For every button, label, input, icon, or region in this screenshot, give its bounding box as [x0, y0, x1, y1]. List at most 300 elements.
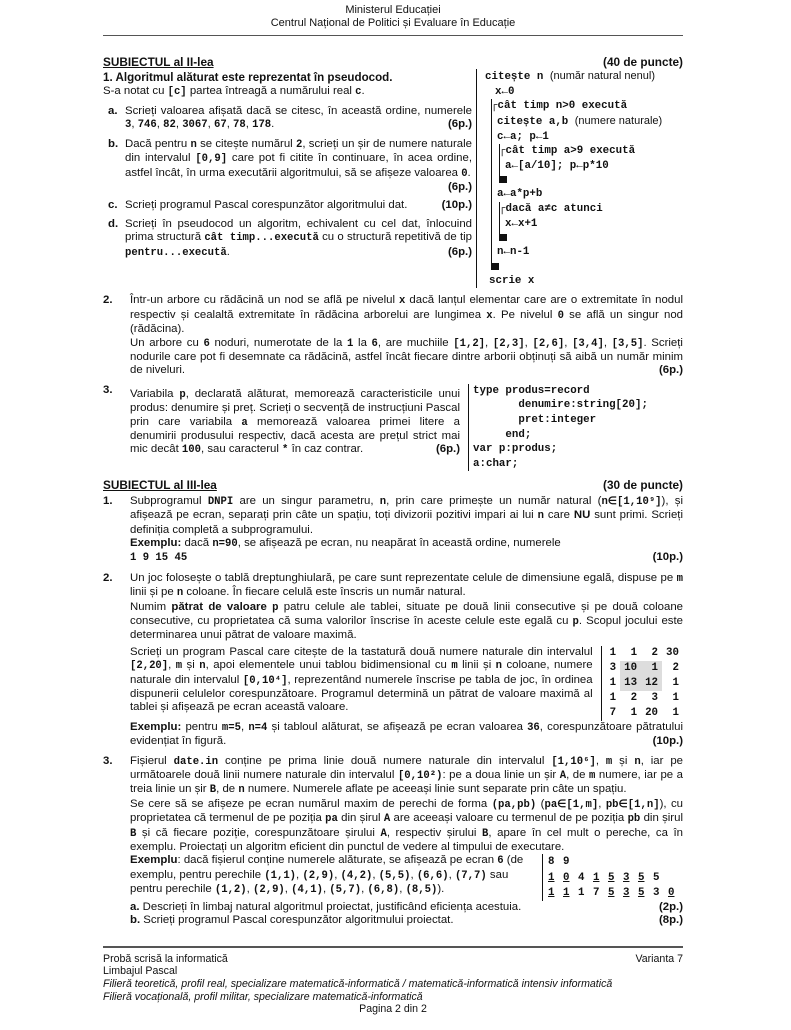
grid-cell: 1: [609, 646, 617, 659]
text-run: DNPI: [207, 495, 234, 508]
text-run: 6: [371, 337, 378, 350]
grid-cell: 1: [672, 691, 679, 704]
footer-subject: Probă scrisă la informatică: [103, 952, 228, 965]
text-run: are aceeași valoare cu termenul de pe poziția: [390, 812, 628, 825]
text-run: 82: [163, 119, 176, 132]
text-run: Scrieți în pseudocod un algoritm, echivalent cu cel dat, înlocuind prima structură: [125, 217, 472, 244]
question-text: [130, 337, 683, 377]
text-run: Dacă pentru: [125, 137, 191, 150]
question-2-1: [103, 69, 472, 288]
file-value: 0: [668, 887, 675, 900]
text-run: numere. Numerele aflate pe aceeași linie sunt separate prin câte un spațiu.: [244, 783, 627, 796]
grid-row: [606, 646, 683, 661]
text-run: . Pe nivelul: [492, 308, 558, 321]
text-run: ,: [245, 118, 253, 131]
question-subitem: [103, 218, 472, 260]
text-run: ,: [175, 118, 183, 131]
text-run: , iar pe următoarele două linii numere naturale din intervalul: [130, 754, 684, 782]
grid-cell: 1: [609, 691, 617, 704]
text-run: Exemplu:: [130, 720, 182, 733]
file-value: 3: [623, 871, 630, 884]
pc-line: scrie x: [489, 274, 535, 287]
text-run: [2,20]: [130, 660, 169, 673]
text-run: pa∈[1,m]: [544, 798, 599, 811]
question-text: [130, 601, 683, 643]
text-run: [2,6]: [532, 337, 565, 350]
text-run: se află un singur nod (rădăcina).: [130, 308, 683, 336]
text-run: (6,8): [367, 884, 400, 897]
footer: [103, 928, 683, 1016]
text-run: p: [179, 388, 186, 401]
footer-variant: Varianta 7: [635, 952, 683, 965]
grid-cell: 30: [666, 646, 679, 659]
text-run: (4,2): [340, 869, 373, 882]
text-run: , apoi elementele unui tablou bidimensional cu: [205, 659, 452, 672]
pc-line: citește n: [485, 71, 544, 84]
subitem-text: [125, 105, 472, 133]
text-run: ,: [485, 336, 493, 349]
file-value: 9: [563, 856, 570, 869]
question-subitem: [103, 138, 472, 195]
text-run: ,: [361, 883, 368, 896]
grid-cell: 1: [630, 706, 638, 719]
text-run: (1,1): [264, 869, 297, 882]
pc-line: x←x+1: [505, 217, 538, 230]
text-run: [1,2]: [453, 337, 486, 350]
text-run: , de: [216, 783, 239, 796]
text-run: ,: [284, 883, 292, 896]
file-value: 1: [563, 887, 570, 900]
question-points: (10p.): [441, 199, 472, 212]
question-points: (8p.): [658, 914, 683, 927]
text-run: ,: [399, 883, 406, 896]
question-text: [130, 495, 683, 537]
section-heading-2: [103, 56, 683, 69]
text-run: ,: [296, 868, 303, 881]
text-run: A: [383, 813, 391, 826]
text-run: n: [537, 510, 544, 523]
text-run: , se afișează pe ecran, nu neapărat în această ordine, numerele: [237, 536, 561, 549]
text-run: n: [190, 138, 197, 151]
text-run: [0,10²): [397, 770, 443, 783]
text-run: .: [361, 84, 365, 97]
block-end-marker: [500, 176, 507, 183]
footer-profile: Filieră teoretică, profil real, specializare matematică-informatică / matematică-informatică intensiv informatică: [103, 977, 613, 990]
text-run: cu o structură repetitivă de tip: [318, 231, 472, 244]
pc-while: ┌ cât timp n>0 execută: [491, 99, 683, 114]
question-text: [130, 798, 683, 855]
text-run: 746: [137, 119, 157, 132]
text-run: . Scopul jocului este determinarea unui pătrat de valoare maximă.: [130, 615, 683, 642]
grid-cell: 2: [651, 646, 659, 659]
pc-line: a←[a/10]; p←p*10: [505, 159, 609, 172]
text-run: Numim: [130, 600, 172, 613]
text-run: ,: [168, 659, 176, 672]
text-run: ,: [240, 720, 249, 733]
text-run: (8,5): [405, 884, 438, 897]
text-run: m: [451, 660, 458, 673]
file-value: 3: [653, 887, 660, 900]
question-3-1: [103, 495, 683, 566]
pc-comment: (numere naturale): [574, 115, 663, 127]
block-end-marker: [500, 234, 507, 241]
text-run: și: [612, 754, 635, 767]
grid-cell: 1: [672, 676, 679, 689]
text-run: , scrieți un șir de numere naturale din intervalul: [125, 137, 473, 165]
text-run: (5,5): [378, 869, 411, 882]
pc-line: n←n-1: [497, 246, 530, 259]
text-run: 1: [347, 337, 354, 350]
text-run: *: [282, 444, 289, 457]
question-2-1-row: [103, 69, 683, 288]
text-run: ), cu proprietatea că termenul de pe poziția: [130, 797, 683, 825]
text-run: c: [355, 85, 362, 98]
pseudocode-box: [476, 69, 683, 288]
file-line: [548, 885, 683, 901]
pc-while: ┌ cât timp a>9 execută: [499, 144, 683, 159]
question-points: (6p.): [447, 118, 472, 131]
text-run: , are muchiile: [377, 336, 454, 349]
text-run: se citește numărul: [196, 137, 296, 150]
text-run: .: [467, 166, 471, 179]
code-line: var p:produs;: [473, 443, 558, 456]
text-run: (7,7): [454, 869, 487, 882]
code-line: type produs=record: [473, 384, 590, 397]
text-run: ,: [598, 797, 606, 810]
grid-cell: 3: [651, 691, 659, 704]
text-run: , prin care primește un număr natural (: [386, 494, 602, 507]
text-run: p: [572, 616, 579, 628]
text-run: ,: [410, 868, 417, 881]
page-number: Pagina 2 din 2: [359, 1003, 427, 1016]
grid-cell: 7: [609, 706, 617, 719]
file-value: 5: [638, 887, 645, 900]
pascal-declaration: [468, 384, 683, 472]
grid-cell: 13: [620, 676, 641, 691]
pc-comment: (număr natural nenul): [549, 70, 655, 83]
text-run: n: [495, 660, 503, 673]
text-run: Variabila: [130, 387, 180, 400]
code-line: denumire:string[20];: [473, 399, 648, 412]
text-run: Scrieți programul Pascal corespunzător algoritmului dat.: [125, 199, 408, 212]
text-run: și: [182, 659, 200, 672]
text-run: cât timp...execută: [204, 232, 319, 245]
file-value: 3: [623, 887, 630, 900]
text-run: a: [241, 416, 248, 429]
example-text: [130, 537, 683, 551]
subitem-body: [125, 218, 472, 258]
section-points: (40 de puncte): [603, 54, 683, 69]
file-value: 5: [608, 887, 615, 900]
question-subitem: [103, 199, 472, 212]
text-run: Exemplu: [130, 854, 178, 867]
example-output: 1 9 15 45: [130, 552, 188, 565]
subitem-label: a.: [108, 105, 118, 118]
question-note: [103, 85, 472, 99]
text-run: 78: [233, 119, 246, 132]
text-run: , respectiv șirului: [386, 826, 483, 839]
text-run: ,: [603, 336, 612, 349]
text-run: , declarată alăturat, memorează caracteristicile unui produs: denumire și preț. Scrieți o secvență de instrucțiuni Pascal prin care variabila: [130, 387, 460, 428]
text-run: A: [380, 827, 387, 840]
grid-cell: 3: [609, 661, 617, 674]
subitem-text: Descrieți în limbaj natural algoritmul proiectat, justificând eficiența acestuia.: [142, 900, 522, 913]
text-run: (1,2): [214, 884, 247, 897]
grid-row: [606, 661, 683, 676]
text-run: 0: [557, 309, 564, 322]
text-run: (2,9): [253, 884, 285, 897]
text-run: partea întreagă a numărului real: [186, 84, 356, 97]
text-run: ,: [207, 118, 214, 131]
text-run: (6,6): [416, 869, 449, 882]
text-run: Subprogramul: [130, 494, 208, 507]
text-run: pa: [325, 813, 338, 826]
example-text: [130, 721, 683, 747]
text-run: , de: [566, 769, 590, 782]
text-run: S-a notat cu: [103, 84, 168, 97]
grid-cell: 12: [641, 676, 662, 691]
text-run: m=5: [221, 721, 241, 734]
question-2-2: [103, 294, 683, 377]
subitem-label: b.: [108, 137, 119, 150]
section-heading-3: [103, 479, 683, 492]
grid-cell: 1: [641, 661, 662, 676]
text-run: 3067: [182, 119, 208, 132]
text-run: ,: [322, 883, 330, 896]
subitem-label: b.: [130, 914, 141, 927]
text-run: din șirul: [337, 812, 384, 825]
text-run: care: [543, 509, 574, 522]
text-run: .: [271, 118, 275, 131]
text-run: 2: [295, 138, 303, 151]
subitem-body: [125, 199, 407, 211]
subitem-text: [125, 199, 472, 212]
text-run: are un singur parametru,: [233, 494, 380, 507]
text-run: date.in: [173, 755, 219, 768]
footer-language: Limbajul Pascal: [103, 965, 178, 978]
text-run: (5,7): [329, 884, 362, 897]
subitem-body: [125, 138, 472, 179]
text-run: , reprezentând numerele înscrise pe tabla de joc, în ordinea dispunerii celulelor corespunzătoare. Programul determină un pătrat de valoare maximă al tablei și afișează pe ecran această valoare.: [130, 673, 593, 714]
text-run: pentru...execută: [125, 246, 227, 259]
text-run: din șirul: [640, 812, 683, 825]
file-value: 5: [638, 871, 645, 884]
text-run: n: [634, 755, 641, 768]
question-points: (10p.): [652, 551, 683, 564]
text-run: . Scrieți nodurile care pot fi desemnate ca rădăcină, astfel încât fiecare dintre arborii obținuți să aibă un număr minim de niveluri.: [130, 336, 683, 377]
question-points: (6p.): [447, 245, 472, 258]
question-text: [130, 294, 683, 336]
example-grid: [606, 646, 683, 721]
question-number: 1.: [103, 494, 113, 507]
text-run: x: [486, 309, 493, 322]
text-run: ,: [372, 868, 379, 881]
text-run: m: [605, 755, 613, 768]
grid-cell: 2: [672, 661, 679, 674]
question-number: 1.: [103, 71, 113, 85]
header-rule: [103, 35, 683, 36]
text-run: (de exemplu, pentru perechile: [130, 854, 524, 881]
text-run: [0,10⁴]: [242, 674, 288, 687]
file-value: 1: [548, 887, 555, 900]
text-run: și tabloul alăturat, se afișează pe ecran valoarea: [267, 720, 528, 733]
question-points: (6p.): [435, 443, 460, 456]
text-run: sunt primi. Scrieți definiția completă a subprogramului.: [130, 509, 683, 536]
question-text: [130, 646, 593, 721]
text-run: [c]: [167, 85, 187, 98]
section-title: SUBIECTUL al II-lea: [103, 54, 214, 69]
text-run: NU: [573, 509, 591, 522]
text-run: ,: [131, 118, 138, 131]
grid-cell: 20: [645, 706, 659, 719]
text-run: pentru: [181, 720, 222, 733]
grid-cell: 1: [609, 676, 617, 689]
code-line: end;: [473, 428, 532, 441]
question-text: [130, 755, 683, 798]
text-run: (2,9): [302, 869, 335, 882]
text-run: numere, iar pe a treia linie un șir: [130, 769, 683, 796]
text-run: , apare în cel mult o pereche, ca în exemplu. Proiectați un algoritm eficient din punctul de vedere al timpului de executare.: [130, 826, 683, 854]
text-run: ,: [595, 754, 606, 767]
text-run: la: [353, 336, 372, 349]
text-run: pb: [627, 813, 641, 826]
subitem-text: [125, 218, 472, 260]
question-title: Algoritmul alăturat este reprezentat în pseudocod.: [115, 71, 393, 85]
text-run: 178: [252, 119, 272, 132]
text-run: care pot fi citite în continuare, în acea ordine, astfel încât, în urma executării algoritmului, să se afișeze valoarea: [125, 152, 472, 179]
text-run: coloane. În fiecare celulă este înscris un număr natural.: [183, 586, 466, 599]
subitem-label: c.: [108, 199, 118, 212]
text-run: 36: [527, 721, 540, 734]
footer-rule: [103, 946, 683, 948]
text-run: Exemplu:: [130, 536, 182, 549]
text-run: 0: [461, 167, 468, 180]
text-run: 3: [125, 119, 132, 132]
question-3-3: [103, 755, 683, 928]
question-text: [130, 388, 460, 456]
pc-line: x←0: [495, 85, 515, 98]
example-text: [130, 854, 530, 901]
text-run: ,: [246, 883, 253, 896]
grid-row: [606, 676, 683, 691]
text-run: [1,10⁶]: [551, 755, 596, 768]
question-points: (10p.): [652, 735, 683, 748]
text-run: n=90: [212, 537, 238, 550]
grid-cell: 10: [620, 661, 641, 676]
file-value: 1: [578, 887, 585, 900]
text-run: : dacă fișierul conține numerele alăturate, se afișează pe ecran: [177, 854, 498, 867]
file-value: 4: [578, 871, 585, 884]
text-run: coloane, numere naturale din intervalul: [130, 659, 593, 686]
question-3-2: [103, 572, 683, 749]
question-number: 2.: [103, 571, 113, 584]
text-run: ,: [564, 336, 573, 349]
pc-line: citește a,b: [497, 116, 569, 128]
text-run: ,: [226, 118, 234, 131]
text-run: ).: [437, 883, 445, 896]
text-run: B: [130, 827, 137, 840]
text-run: Scrieți valoarea afișată dacă se citesc, în această ordine, numerele: [125, 105, 472, 118]
header-center: Centrul Național de Politici și Evaluare în Educație: [270, 17, 516, 30]
file-value: 7: [593, 887, 600, 900]
grid-cell: 1: [672, 706, 679, 719]
subitem-text: [125, 138, 472, 195]
question-points: (6p.): [658, 364, 683, 377]
file-value: 1: [593, 871, 600, 884]
text-run: m: [589, 770, 596, 783]
text-run: dacă: [181, 536, 213, 549]
subitem-text: Scrieți programul Pascal corespunzător algoritmului proiectat.: [143, 914, 454, 927]
text-run: [2,3]: [492, 337, 525, 350]
block-end-marker: [492, 263, 499, 270]
file-line: [548, 854, 683, 870]
text-run: ), și afișează pe ecran, separați prin câte un spațiu, toți divizorii pozitivi impari ai lui: [130, 494, 683, 522]
pc-line: a←a*p+b: [497, 188, 543, 201]
text-run: p: [272, 601, 279, 614]
text-run: noduri, numerotate de la: [209, 336, 348, 349]
text-run: n∈[1,10⁹]: [601, 495, 662, 508]
text-run: [0,9]: [195, 153, 228, 166]
grid-row: [606, 706, 683, 721]
text-run: Fișierul: [130, 754, 174, 767]
text-run: 6: [497, 855, 504, 868]
subitem-label: d.: [108, 217, 119, 230]
text-run: x: [399, 295, 406, 308]
text-run: [3,5]: [611, 337, 644, 350]
text-run: și că fiecare poziție, corespunzătoare șirului: [136, 826, 381, 839]
text-run: Un arbore cu: [130, 336, 204, 349]
text-run: B: [482, 827, 489, 840]
footer-profile: Filieră vocațională, profil militar, specializare matematică-informatică: [103, 990, 423, 1003]
text-run: Într-un arbore cu rădăcină un nod se află pe nivelul: [130, 294, 400, 307]
section-points: (30 de puncte): [603, 478, 683, 493]
code-line: pret:integer: [473, 413, 597, 426]
text-run: 6: [203, 337, 210, 350]
text-run: : pe a doua linie un șir: [442, 769, 560, 782]
text-run: ,: [156, 118, 164, 131]
text-run: ,: [448, 868, 455, 881]
text-run: [3,4]: [572, 337, 604, 350]
file-value: 1: [548, 871, 555, 884]
example-file: [542, 854, 683, 901]
grid-row: [606, 691, 683, 706]
text-run: , corespunzătoare pătratului evidențiat în figură.: [130, 720, 683, 748]
question-number: 2.: [103, 294, 113, 307]
text-run: m: [175, 660, 183, 673]
question-subitem: [103, 105, 472, 133]
text-run: ,: [334, 868, 341, 881]
text-run: Un joc folosește o tablă dreptunghiulară, pe care sunt reprezentate celule de dimensiune egală, dispuse pe: [130, 571, 677, 584]
text-run: ,: [524, 336, 533, 349]
file-value: 8: [548, 856, 555, 869]
text-run: dacă lanțul elementar care are o extremitate în nodul respectiv și cealaltă extremitate în rădăcina arborelui are lungimea: [130, 294, 684, 321]
text-run: 100: [181, 444, 201, 457]
question-points: (2p.): [658, 900, 683, 913]
grid-cell: 1: [630, 646, 638, 659]
pc-line: c←a; p←1: [497, 130, 549, 143]
code-line: a:char;: [473, 457, 519, 470]
question-number: 3.: [103, 754, 113, 767]
file-value: 0: [563, 871, 570, 884]
text-run: 67: [213, 119, 227, 132]
text-run: (pa,pb): [491, 798, 537, 811]
question-number: 3.: [103, 383, 113, 396]
text-run: conține pe prima linie două numere naturale din intervalul: [218, 754, 552, 767]
text-run: (4,1): [291, 884, 323, 897]
text-run: (: [536, 797, 545, 810]
text-run: pătrat de valoare: [171, 600, 273, 613]
text-run: Scrieți un program Pascal care citește de la tastatură două numere naturale din intervalul: [130, 645, 593, 658]
